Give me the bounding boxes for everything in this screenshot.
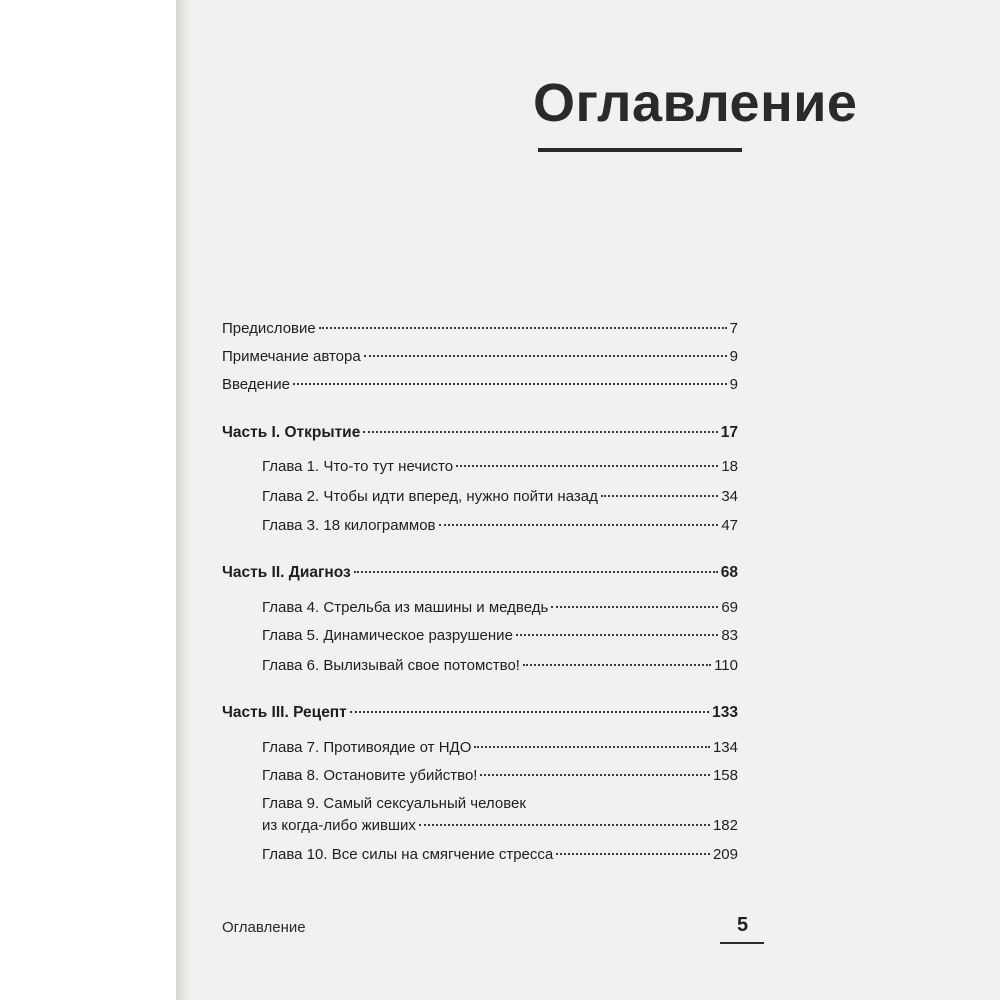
toc-entry-label: Глава 9. Самый сексуальный человек [262, 795, 526, 812]
toc-entry-label: Примечание автора [222, 348, 361, 365]
toc-part-3 [222, 702, 738, 724]
toc-chapter-7 [262, 737, 738, 759]
running-title: Оглавление [222, 919, 306, 936]
dot-leader [293, 383, 727, 385]
toc-entry-page: 9 [729, 376, 738, 393]
dot-leader [439, 524, 719, 526]
toc-entry-page: 209 [712, 846, 738, 863]
dot-leader [456, 465, 718, 467]
toc-entry-preface [222, 318, 738, 340]
toc-entry-label: Глава 4. Стрельба из машины и медведь [262, 599, 549, 616]
toc-entry-author-note [222, 346, 738, 368]
toc-entry-label: Глава 5. Динамическое разрушение [262, 627, 513, 644]
toc-entry-label: Глава 10. Все силы на смягчение стресса [262, 846, 554, 863]
page-title: Оглавление [533, 73, 858, 133]
dot-leader [364, 355, 727, 357]
toc-part-label: Часть II. Диагноз [222, 564, 351, 581]
dot-leader [419, 824, 710, 826]
toc-part-1 [222, 422, 738, 444]
toc-chapter-9-line-1 [262, 793, 738, 815]
toc-chapter-8 [262, 765, 738, 787]
dot-leader [480, 774, 710, 776]
dot-leader [523, 664, 711, 666]
toc-entry-label: Глава 7. Противоядие от НДО [262, 739, 472, 756]
toc-chapter-10 [262, 844, 738, 866]
dot-leader [363, 431, 717, 433]
toc-chapter-4 [262, 597, 738, 619]
toc-chapter-1 [262, 456, 738, 478]
title-underline [538, 148, 742, 152]
dot-leader [516, 634, 718, 636]
toc-part-page: 17 [720, 424, 738, 441]
toc-chapter-9-line-2 [262, 815, 738, 837]
dot-leader [319, 327, 727, 329]
dot-leader [354, 571, 718, 573]
page-number-underline [720, 942, 764, 944]
toc-chapter-3 [262, 515, 738, 537]
toc-entry-label: Предисловие [222, 320, 316, 337]
toc-part-page: 133 [712, 704, 738, 721]
toc-chapter-6 [262, 655, 738, 677]
toc-entry-label: Глава 3. 18 килограммов [262, 517, 436, 534]
toc-entry-page: 18 [721, 458, 738, 475]
toc-entry-page: 9 [729, 348, 738, 365]
toc-entry-introduction [222, 374, 738, 396]
toc-part-page: 68 [720, 564, 738, 581]
toc-entry-label: Глава 2. Чтобы идти вперед, нужно пойти назад [262, 488, 598, 505]
toc-entry-page: 158 [712, 767, 738, 784]
toc-entry-page: 47 [721, 517, 738, 534]
dot-leader [601, 495, 718, 497]
toc-entry-label: Глава 8. Остановите убийство! [262, 767, 478, 784]
dot-leader [556, 853, 710, 855]
toc-part-label: Часть III. Рецепт [222, 704, 347, 721]
dot-leader [551, 606, 718, 608]
page-number: 5 [737, 914, 749, 936]
toc-part-label: Часть I. Открытие [222, 424, 361, 441]
toc-entry-page: 110 [714, 657, 738, 674]
dot-leader [350, 711, 709, 713]
toc-entry-label: Глава 1. Что-то тут нечисто [262, 458, 454, 475]
toc-entry-page: 34 [721, 488, 738, 505]
toc-entry-label: Введение [222, 376, 290, 393]
toc-chapter-5 [262, 625, 738, 647]
toc-entry-page: 182 [712, 817, 738, 834]
toc-part-2 [222, 562, 738, 584]
toc-entry-page: 69 [721, 599, 738, 616]
toc-entry-page: 134 [712, 739, 738, 756]
toc-entry-page: 83 [721, 627, 738, 644]
toc-entry-label: из когда-либо живших [262, 817, 416, 834]
toc-entry-page: 7 [729, 320, 738, 337]
dot-leader [474, 746, 710, 748]
toc-entry-label: Глава 6. Вылизывай свое потомство! [262, 657, 520, 674]
toc-chapter-2 [262, 486, 738, 508]
